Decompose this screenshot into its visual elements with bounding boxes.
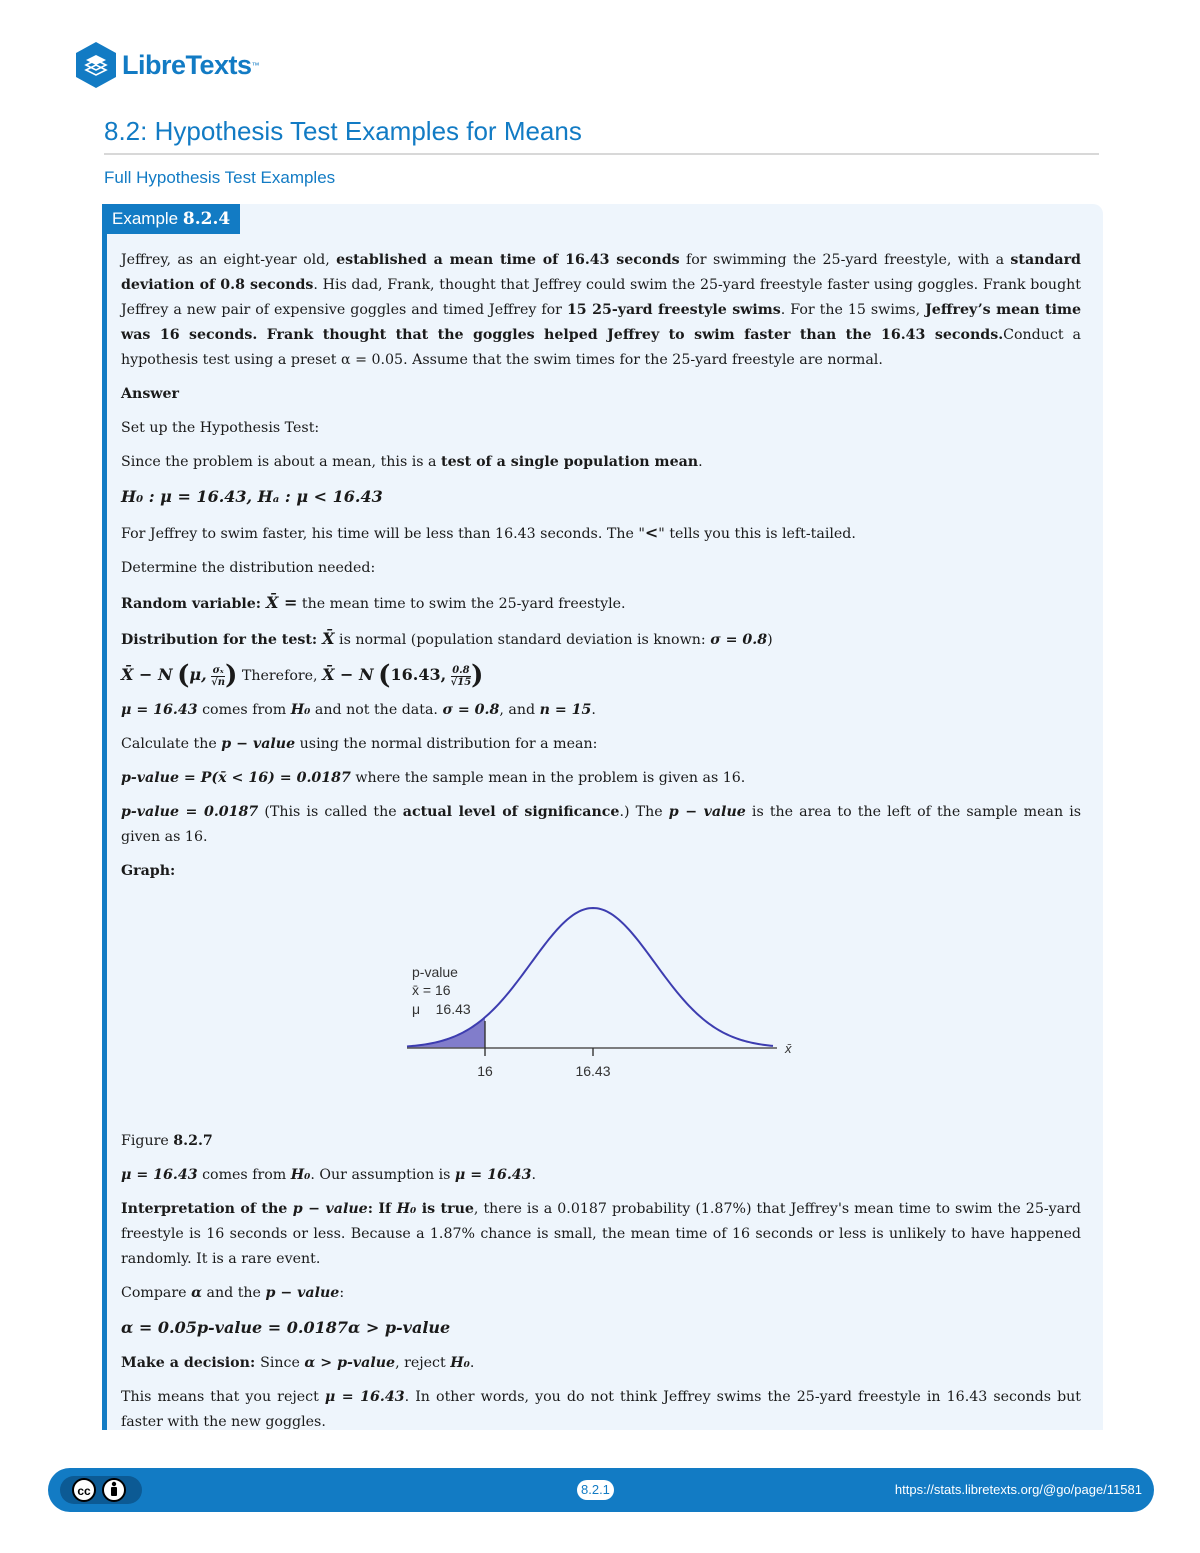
example-number: 8.2.4 [182,209,231,229]
random-variable: Random variable: X̄ = the mean time to swim the 25-yard freestyle. [121,593,626,612]
legend-p-value: p-value [412,964,458,980]
figure-caption: Figure 8.2.7 [121,1133,213,1149]
legend-mu: μ 16.43 [412,1001,471,1017]
distribution-for-test: Distribution for the test: X̄ is normal (population standard deviation is known: σ = 0.8) [121,629,773,648]
graph-label: Graph: [121,863,176,879]
distribution-formula: X̄ − N (μ, $\frac{\text{σₓ}}{√n}$ ) Therefore, X̄ − N (16.43, $\frac{0.8}{√15}$ ) [121,660,484,691]
setup-text: Set up the Hypothesis Test: [121,420,320,436]
brand-name: LibreTexts [122,49,252,80]
page-url-link[interactable]: https://stats.libretexts.org/@go/page/11581 [894,1482,1142,1497]
left-tailed-text: For Jeffrey to swim faster, his time will be less than 16.43 seconds. The "<" tells you this is left-tailed. [121,523,856,542]
creative-commons-icon[interactable] [60,1476,142,1504]
decision: Make a decision: Since α > p-value, reject H₀. [121,1355,475,1371]
section-heading: Full Hypothesis Test Examples [104,168,336,187]
answer-label: Answer [121,386,180,402]
compare-expression: α = 0.05p-value = 0.0187α > p-value [121,1318,451,1337]
page-title: 8.2: Hypothesis Test Examples for Means [104,116,1099,155]
tick-label-16: 16 [477,1063,493,1079]
mu-source-text: μ = 16.43 comes from H₀ and not the data. σ = 0.8, and n = 15. [121,702,596,718]
compare-text: Compare α and the p − value: [121,1285,345,1301]
brand-tm: ™ [251,60,260,70]
calculate-text: Calculate the p − value using the normal distribution for a mean: [121,736,598,752]
hypotheses: H₀ : μ = 16.43, Hₐ : μ < 16.43 [121,487,383,506]
example-label: Example [112,209,179,228]
libretexts-logo-icon [74,40,118,90]
interpretation: Interpretation of the p − value: If H₀ is true, there is a 0.0187 probability (1.87%) that Jeffrey's mean time to swim the 25-yard freestyle is 16 seconds or less. Because a 1.87% chance is small, the mean time of 16 seconds or less is unlikely to have happened randomly. It is a rare event. [121,1201,1081,1267]
normal-curve [407,908,773,1046]
legend-xbar: x̄ = 16 [412,982,451,998]
example-content [121,248,1081,1444]
normal-distribution-graph [121,893,1081,1121]
conclusion: This means that you reject μ = 16.43. In other words, you do not think Jeffrey swims the 25-yard freestyle in 16.43 seconds but faster with the new goggles. [121,1389,1082,1430]
determine-text: Determine the distribution needed: [121,560,376,576]
single-mean-text: Since the problem is about a mean, this is a test of a single population mean. [121,454,703,470]
axis-variable-label: x̄ [785,1041,792,1056]
mu-assumption-text: μ = 16.43 comes from H₀. Our assumption is μ = 16.43. [121,1167,537,1183]
tick-label-1643: 16.43 [575,1063,611,1079]
page-footer [48,1468,1154,1512]
libretexts-logo[interactable] [74,40,260,90]
problem-statement: Jeffrey, as an eight-year old, established a mean time of 16.43 seconds for swimming the 25-yard freestyle, with a standard deviation of 0.8 seconds. His dad, Frank, thought that Jeffrey could swim the 25-yard freestyle faster using goggles. Frank bought Jeffrey a new pair of expensive goggles and timed Jeffrey for 15 25-yard freestyle swims. For the 15 swims, Jeffrey’s mean time was 16 seconds. Frank thought that the goggles helped Jeffrey to swim faster than the 16.43 seconds.Conduct a hypothesis test using a preset α = 0.05. Assume that the swim times for the 25-yard freestyle are normal. [121,252,1082,368]
pvalue-significance: p-value = 0.0187 (This is called the actual level of significance.) The p − value is the area to the left of the sample mean is given as 16. [121,804,1082,845]
p-value-shaded-area [407,1017,485,1048]
pvalue-expression: p-value = P(x̄ < 16) = 0.0187 where the sample mean in the problem is given as 16. [121,770,746,786]
example-tab [102,204,240,234]
page-number: 8.2.1 [577,1480,614,1500]
svg-text:cc: cc [77,1484,91,1498]
